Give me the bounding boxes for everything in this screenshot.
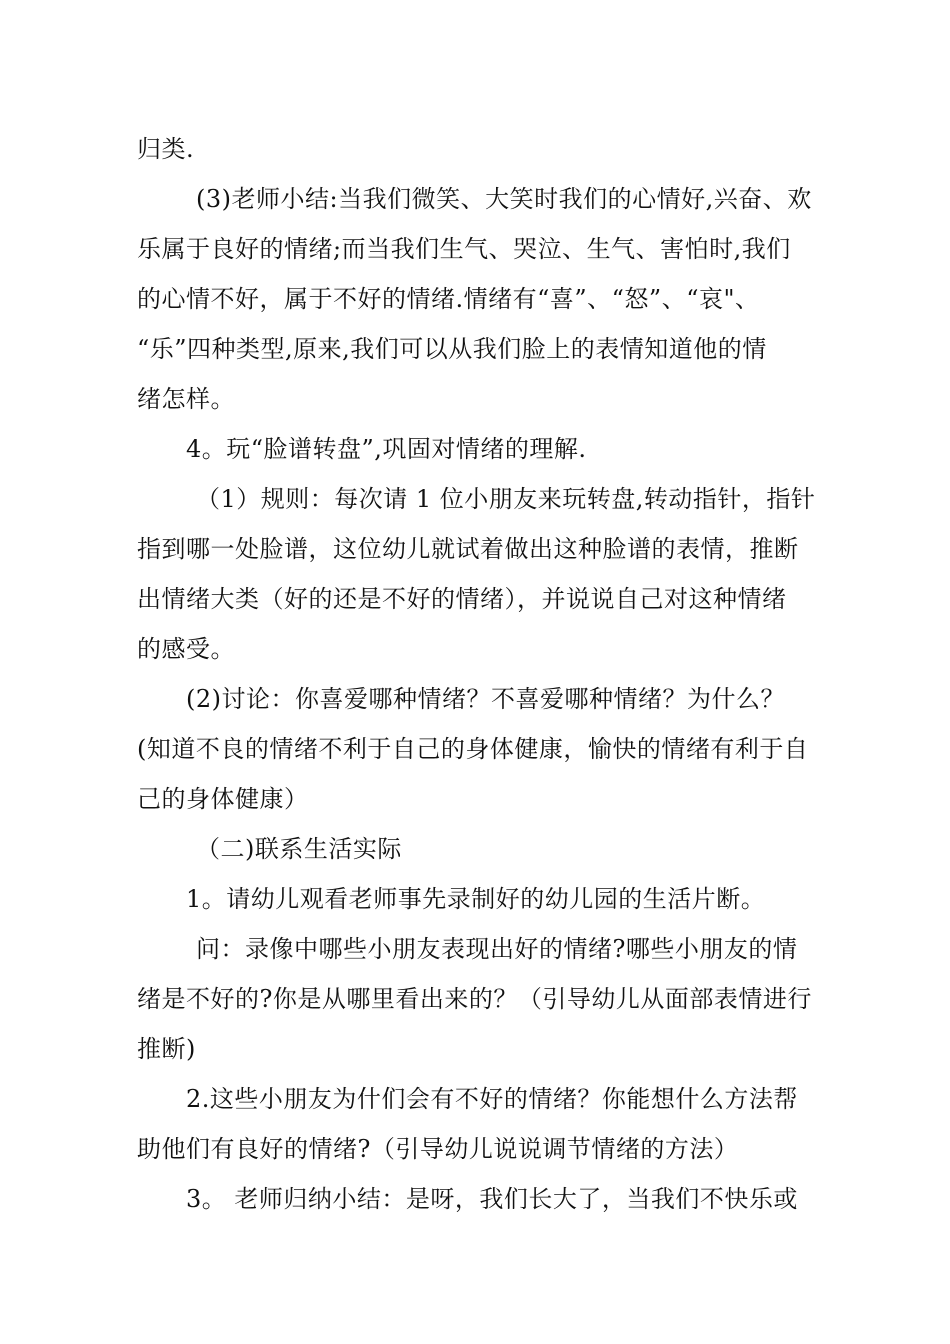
text-line: 1。请幼儿观看老师事先录制好的幼儿园的生活片断。 bbox=[186, 885, 766, 913]
text-line: 归类. bbox=[137, 135, 195, 163]
text-line: 3。 老师归纳小结：是呀，我们长大了，当我们不快乐或 bbox=[186, 1185, 798, 1213]
text-line: 绪是不好的?你是从哪里看出来的？（引导幼儿从面部表情进行 bbox=[137, 985, 812, 1013]
text-line: (3)老师小结:当我们微笑、大笑时我们的心情好,兴奋、欢 bbox=[196, 185, 812, 213]
text-line: 2.这些小朋友为什们会有不好的情绪？你能想什么方法帮 bbox=[186, 1085, 798, 1113]
text-line: 乐属于良好的情绪;而当我们生气、哭泣、生气、害怕时,我们 bbox=[137, 235, 791, 263]
text-line: 4。玩“脸谱转盘”,巩固对情绪的理解. bbox=[186, 435, 587, 463]
text-line: “乐”四种类型,原来,我们可以从我们脸上的表情知道他的情 bbox=[137, 335, 767, 363]
text-line: (2)讨论：你喜爱哪种情绪？不喜爱哪种情绪？为什么？ bbox=[186, 685, 785, 713]
section-heading: （二)联系生活实际 bbox=[196, 835, 402, 863]
text-line: 助他们有良好的情绪?（引导幼儿说说调节情绪的方法） bbox=[137, 1135, 739, 1163]
text-line: 己的身体健康） bbox=[137, 785, 309, 813]
text-line: (知道不良的情绪不利于自己的身体健康，愉快的情绪有利于自 bbox=[137, 735, 809, 763]
text-line: 问：录像中哪些小朋友表现出好的情绪?哪些小朋友的情 bbox=[196, 935, 798, 963]
text-line: 指到哪一处脸谱，这位幼儿就试着做出这种脸谱的表情，推断 bbox=[137, 535, 799, 563]
text-line: 推断) bbox=[137, 1035, 196, 1063]
text-line: 的感受。 bbox=[137, 635, 235, 663]
text-line: 绪怎样。 bbox=[137, 385, 235, 413]
text-line: 的心情不好，属于不好的情绪.情绪有“喜”、“怒”、“哀"、 bbox=[137, 285, 760, 313]
text-line: 出情绪大类（好的还是不好的情绪），并说说自己对这种情绪 bbox=[137, 585, 787, 613]
text-line: （1）规则：每次请 1 位小朋友来玩转盘,转动指针，指针 bbox=[196, 485, 816, 513]
